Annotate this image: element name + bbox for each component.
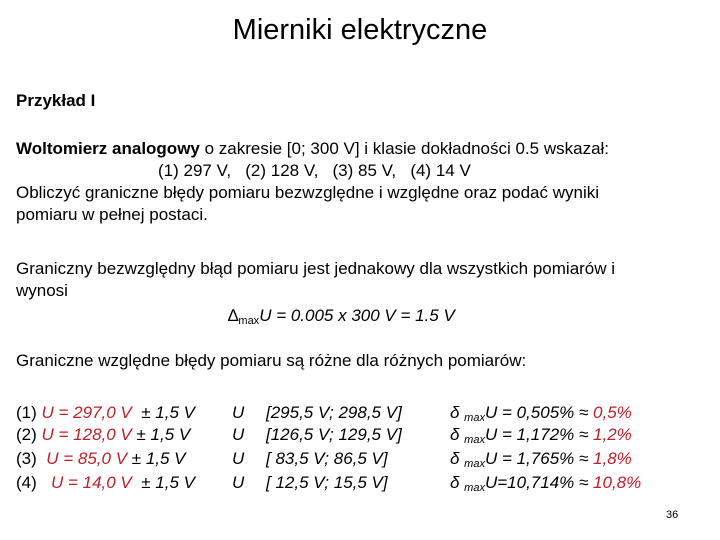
delta-symbol: ∆ [228, 306, 239, 325]
result-row-2-measurement: (2) U = 128,0 V ± 1,5 V [16, 425, 191, 444]
result-row-1-measurement: (1) U = 297,0 V ± 1,5 V [16, 403, 195, 422]
readings-line: (1) 297 V, (2) 128 V, (3) 85 V, (4) 14 V [158, 161, 471, 180]
result-row-3-interval: [ 83,5 V; 86,5 V] [266, 449, 388, 468]
result-row-1-interval: [295,5 V; 298,5 V] [266, 403, 402, 422]
page-number: 36 [666, 509, 679, 521]
result-row-4-relative-error: δ $_{max}$U=10,714% ≈ 10,8% [450, 473, 642, 494]
result-row-2-relative-error: δ $_{max}$U = 1,172% ≈ 1,2% [450, 425, 632, 446]
result-row-1-relative-error: δ $_{max}$U = 0,505% ≈ 0,5% [450, 403, 632, 424]
problem-line-4: pomiaru w pełnej postaci. [16, 205, 208, 224]
result-row-2-u: U [232, 425, 245, 444]
problem-line-1-rest: o zakresie [0; 300 V] i klasie dokładności 0.5 wskazał: [199, 139, 610, 158]
result-row-2-interval: [126,5 V; 129,5 V] [266, 425, 402, 444]
instrument-name: Woltomierz analogowy [16, 139, 200, 158]
problem-line-3: Obliczyć graniczne błędy pomiaru bezwzględne i względne oraz podać wyniki [16, 183, 600, 202]
problem-line-1 [16, 138, 609, 160]
formula-subscript: max [238, 315, 260, 327]
absolute-error-line-2: wynosi [16, 281, 68, 300]
absolute-error-line-1: Graniczny bezwzględny błąd pomiaru jest jednakowy dla wszystkich pomiarów i [16, 259, 616, 278]
page-title: Mierniki elektryczne [232, 14, 488, 46]
formula-expression: U = 0.005 x 300 V = 1.5 V [259, 306, 455, 325]
result-row-4-interval: [ 12,5 V; 15,5 V] [266, 473, 388, 492]
example-heading: Przykład I [16, 91, 96, 110]
result-row-1-u: U [232, 403, 245, 422]
relative-error-intro: Graniczne względne błędy pomiaru są różne dla różnych pomiarów: [16, 351, 527, 370]
result-row-3-measurement: (3) U = 85,0 V ± 1,5 V [16, 449, 186, 468]
result-row-4-u: U [232, 473, 245, 492]
result-row-3-u: U [232, 449, 245, 468]
result-row-3-relative-error: δ $_{max}$U = 1,765% ≈ 1,8% [450, 449, 632, 470]
absolute-error-formula [228, 305, 455, 327]
result-row-4-measurement: (4) U = 14,0 V ± 1,5 V [16, 473, 195, 492]
